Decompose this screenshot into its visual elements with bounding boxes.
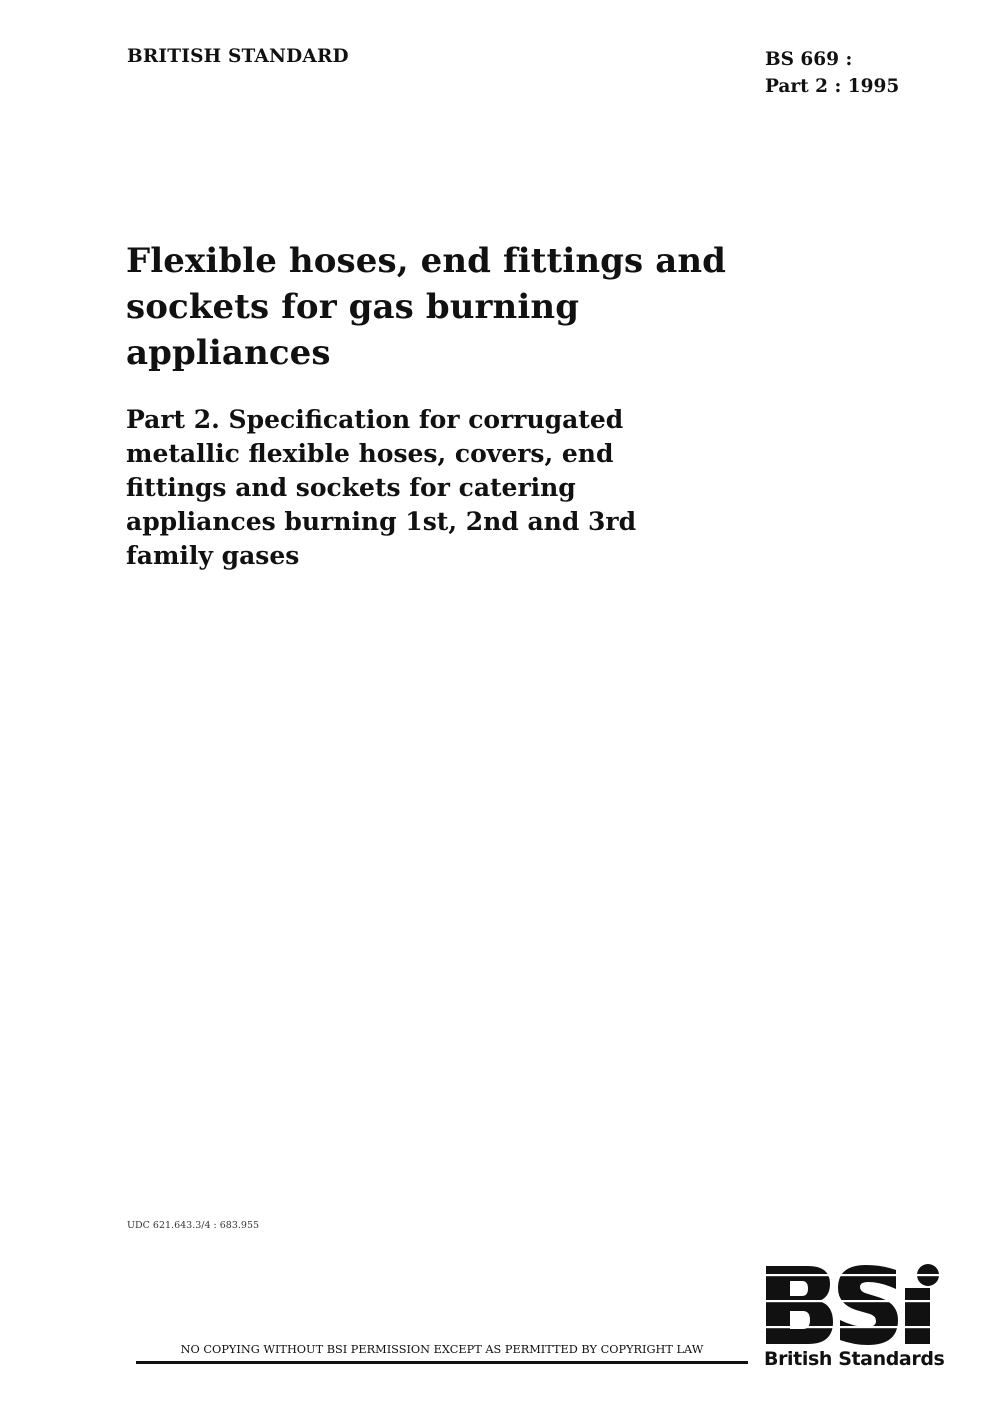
standard-number-line-2: Part 2 : 1995 xyxy=(765,76,900,97)
bsi-logo xyxy=(764,1264,944,1370)
standard-number-line-1: BS 669 : xyxy=(765,49,853,70)
copyright-notice: NO COPYING WITHOUT BSI PERMISSION EXCEPT AS PERMITTED BY COPYRIGHT LAW xyxy=(180,1343,704,1356)
udc-classification: UDC 621.643.3/4 : 683.955 xyxy=(127,1220,260,1231)
footer-rule xyxy=(136,1361,748,1364)
document-title: Flexible hoses, end fittings and sockets for gas burning appliances xyxy=(126,241,727,373)
logo-caption: British Standards xyxy=(764,1348,945,1370)
document-series-label: BRITISH STANDARD xyxy=(127,46,349,67)
standard-number xyxy=(765,46,899,100)
document-subtitle: Part 2. Specification for corrugated metallic flexible hoses, covers, end fittings and sockets for catering appliances burning 1st, 2nd and 3rd family gases xyxy=(126,405,637,570)
bsi-logo-icon xyxy=(764,1264,944,1346)
